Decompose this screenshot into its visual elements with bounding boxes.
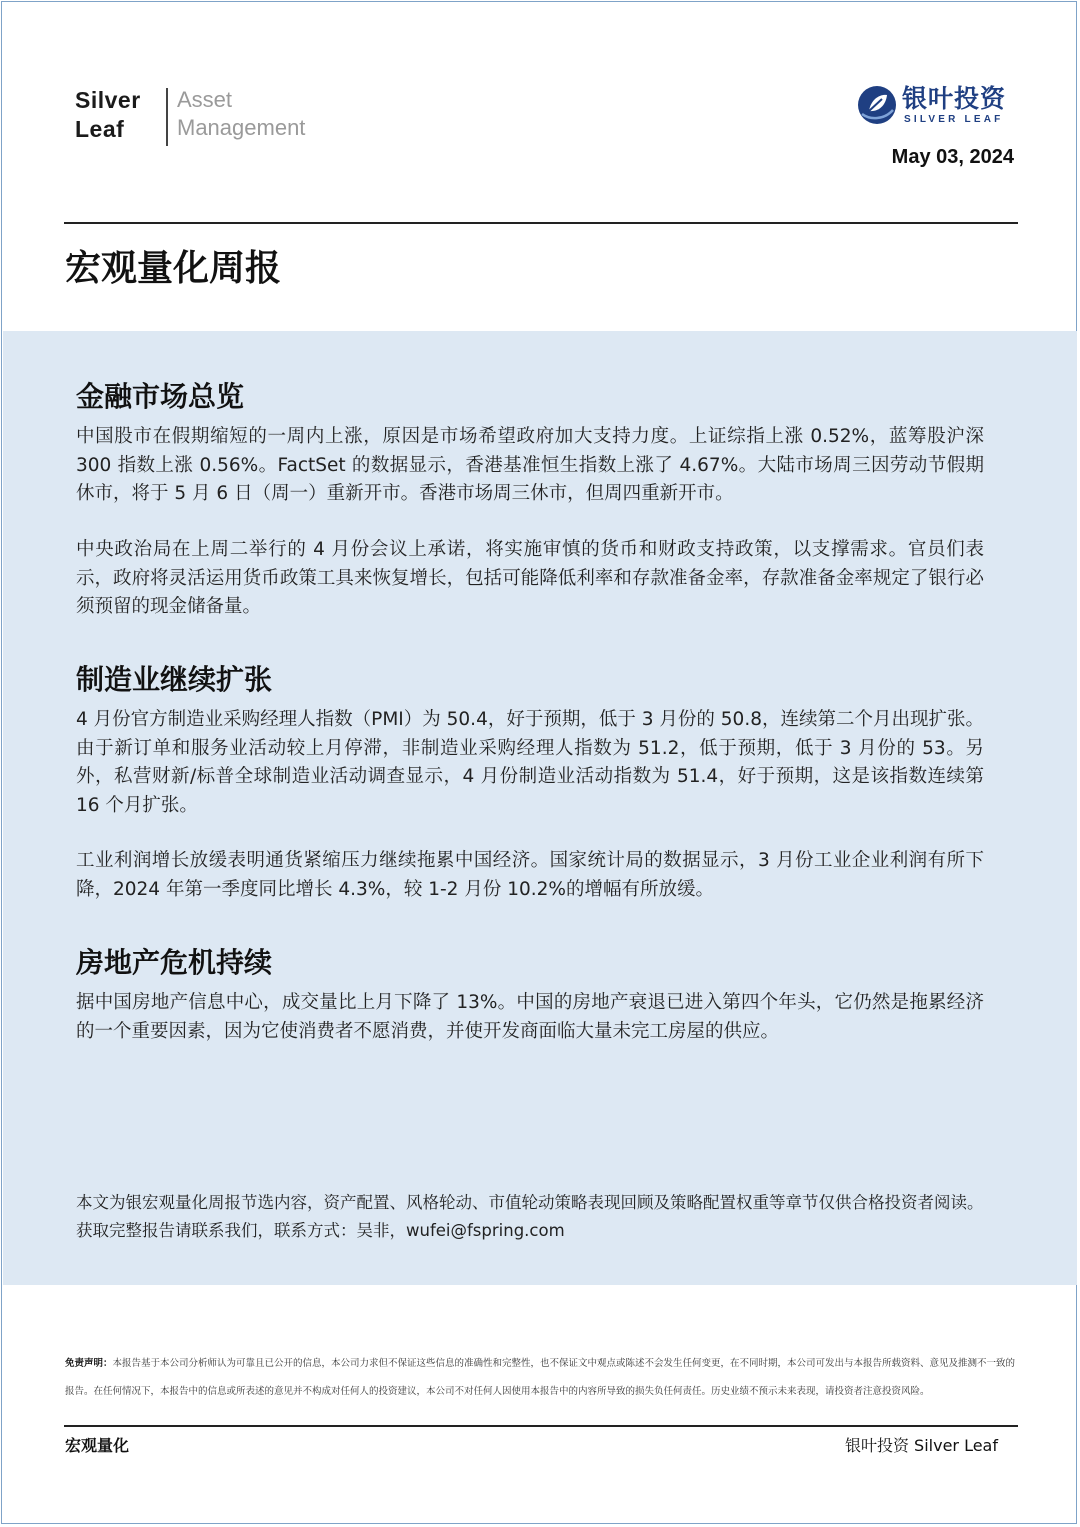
- silver-leaf-logo: [856, 84, 1016, 128]
- report-title: 宏观量化周报: [65, 248, 282, 289]
- footer-right-label: 银叶投资 Silver Leaf: [844, 1436, 998, 1455]
- report-date: May 03, 2024: [891, 146, 1014, 168]
- silver-leaf-logo-icon: [856, 84, 898, 126]
- paragraph-property-1: 据中国房地产信息中心，成交量比上月下降了 13%。中国的房地产衰退已进入第四个年头，它仍然是拖累经济的一个重要因素，因为它使消费者不愿消费，并使开发商面临大量未完工房屋的供应。: [76, 992, 984, 1042]
- logo-chinese-name: 银叶投资: [902, 84, 1007, 113]
- footer-left-label: 宏观量化: [65, 1436, 130, 1455]
- brand-sub-asset: Asset: [177, 87, 233, 112]
- disclaimer-text: 本报告基于本公司分析师认为可靠且已公开的信息，本公司力求但不保证这些信息的准确性和完整性，也不保证文中观点或陈述不会发生任何变更，在不同时期，本公司可发出与本报告所载资料、意见及推测不一致的报告。在任何情况下，本报告中的信息或所表述的意见并不构成对任何人的投资建议，本公司不对任何人因使用本报告中的内容所导致的损失负任何责任。历史业绩不预示未来表现，请投资者注意投资风险。: [65, 1358, 1016, 1397]
- paragraph-manufacturing-1: 4 月份官方制造业采购经理人指数（PMI）为 50.4，好于预期，低于 3 月份的 50.8，连续第二个月出现扩张。由于新订单和服务业活动较上月停滞，非制造业采购经理人指数为 51.2，低于预期，低于 3 月份的 53。另外，私营财新/标普全球制造业活动调查显示，4 月份制造业活动指数为 51.4，好于预期，这是该指数连续第 16 个月扩张。: [76, 709, 984, 816]
- header-rule: [64, 222, 1018, 224]
- brand-divider: [166, 88, 168, 146]
- brand-wordmark: [75, 86, 306, 144]
- section-heading-manufacturing: 制造业继续扩张: [76, 663, 273, 696]
- brand-sub-block: [177, 86, 305, 142]
- paragraph-market-2: 中央政治局在上周二举行的 4 月份会议上承诺，将实施审慎的货币和财政支持政策，以支撑需求。官员们表示，政府将灵活运用货币政策工具来恢复增长，包括可能降低利率和存款准备金率，存款准备金率规定了银行必须预留的现金储备量。: [76, 539, 984, 617]
- brand-word-silver: Silver: [75, 87, 141, 113]
- disclaimer-label: 免责声明：: [65, 1358, 113, 1369]
- disclaimer: [65, 1350, 1017, 1406]
- brand-sub-management: Management: [177, 115, 306, 140]
- section-heading-property: 房地产危机持续: [76, 946, 273, 979]
- section-heading-market-overview: 金融市场总览: [76, 380, 245, 413]
- logo-english-name: SILVER LEAF: [904, 114, 1004, 125]
- brand-word-leaf: Leaf: [75, 116, 125, 142]
- report-access-note: 本文为银宏观量化周报节选内容，资产配置、风格轮动、市值轮动策略表现回顾及策略配置权重等章节仅供合格投资者阅读。获取完整报告请联系我们，联系方式：吴非，wufei@fspring.com: [76, 1193, 984, 1240]
- footer-rule: [64, 1425, 1018, 1427]
- paragraph-manufacturing-2: 工业利润增长放缓表明通货紧缩压力继续拖累中国经济。国家统计局的数据显示，3 月份工业企业利润有所下降，2024 年第一季度同比增长 4.3%，较 1-2 月份 10.2%的增幅有所放缓。: [76, 850, 984, 900]
- paragraph-market-1: 中国股市在假期缩短的一周内上涨，原因是市场希望政府加大支持力度。上证综指上涨 0.52%，蓝筹股沪深 300 指数上涨 0.56%。FactSet 的数据显示，香港基准恒生指数上涨了 4.67%。大陆市场周三因劳动节假期休市，将于 5 月 6 日（周一）重新开市。香港市场周三休市，但周四重新开市。: [76, 426, 984, 504]
